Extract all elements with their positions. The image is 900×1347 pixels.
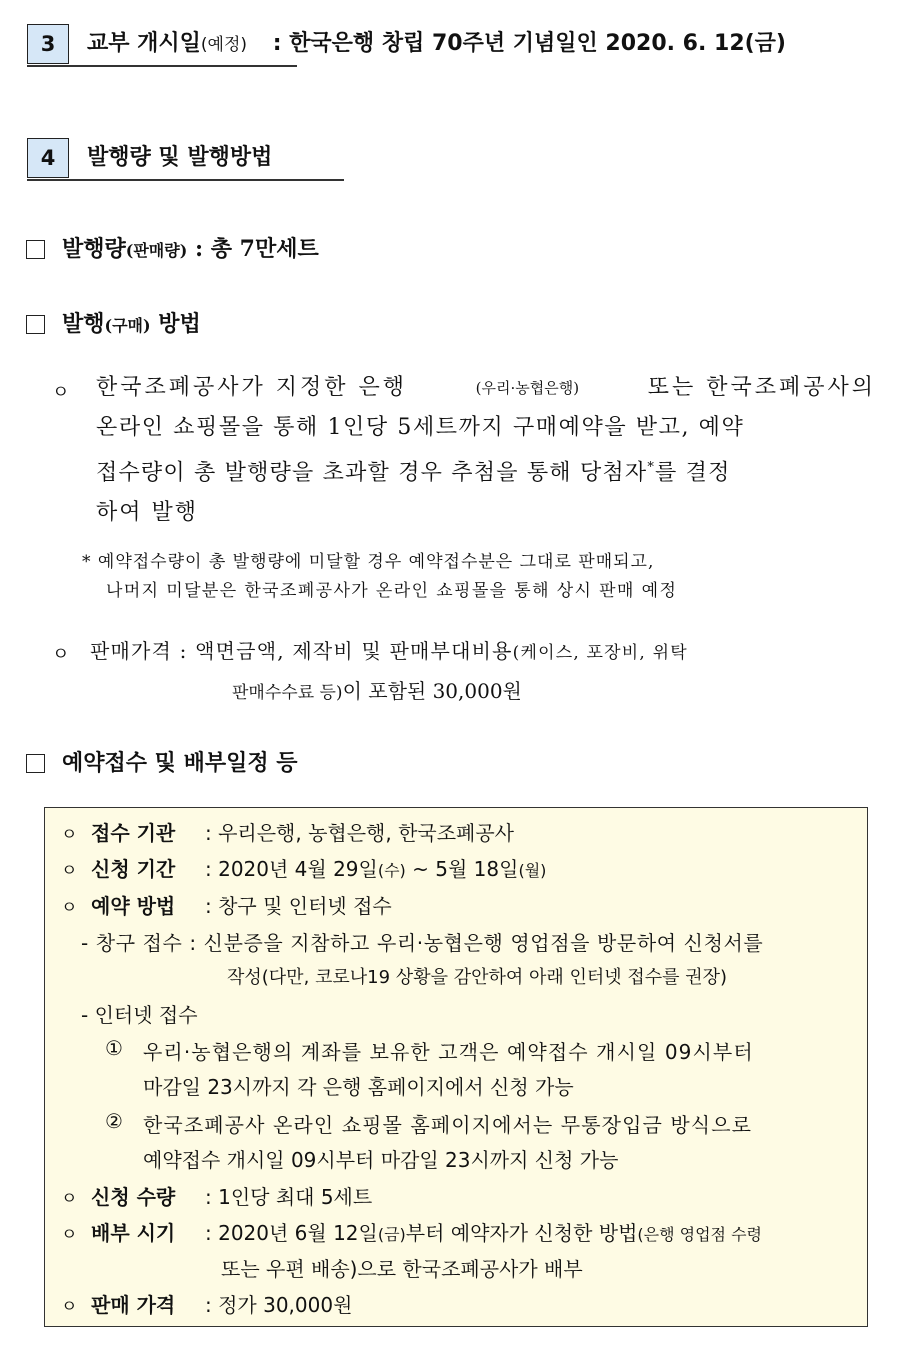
bullet1-line1-b: 또는 한국조폐공사의 [647,375,876,400]
circle-bullet-icon: ㅇ [52,644,70,665]
circle-bullet-icon: ㅇ [61,898,78,918]
issue-method-label-end: 방법 [150,311,201,337]
section-title-text: 교부 개시일 [87,31,201,56]
quantity-label [91,1181,175,1210]
checkbox-icon [26,754,45,773]
checkbox-icon [26,315,45,334]
period-start-day: (수) [377,861,406,880]
item2-number: ② [105,1109,123,1133]
section-4-header [27,138,357,178]
issue-amount-heading [62,232,319,263]
issue-amount-value: : 총 7만세트 [187,236,319,262]
item1-number: ① [105,1036,123,1060]
section-3-header [27,24,877,64]
bullet1-line1-a: 한국조폐공사가 지정한 은행 [96,375,408,400]
internet-label: - 인터넷 접수 [81,1003,198,1027]
section-underline [27,65,297,67]
circle-bullet-icon: ㅇ [52,382,70,403]
issue-method-label: 발행 [62,311,105,337]
schedule-heading: 예약접수 및 배부일정 등 [62,750,298,776]
bullet2-line2-b: 이 포함된 30,000원 [342,679,522,703]
bullet1-line4: 하여 발행 [96,500,199,526]
distribution-line1 [205,1217,762,1246]
schedule-box [44,807,868,1327]
circle-bullet-icon: ㅇ [61,1297,78,1317]
quantity-value: : 1인당 최대 5세트 [205,1185,373,1209]
circle-bullet-icon: ㅇ [61,1189,78,1209]
footnote-marker: * [647,460,656,475]
distribution-line2: 또는 우편 배송)으로 한국조폐공사가 배부 [221,1257,583,1281]
section-title-content: : 한국은행 창립 70주년 기념일인 2020. 6. 12(금) [272,31,786,56]
counter-line2: 작성(다만, 코로나19 상황을 감안하여 아래 인터넷 접수를 권장) [227,967,728,988]
footnote-line1: * 예약접수량이 총 발행량에 미달할 경우 예약접수분은 그대로 판매되고, [82,552,655,572]
method-label [91,890,175,919]
reception-label-text: 접수 기관 [91,821,176,845]
section-title: 발행량 및 발행방법 [87,145,273,170]
checkbox-icon [26,240,45,259]
bullet1-line3-b: 를 결정 [655,460,731,486]
period-label-text: 신청 기간 [91,857,176,881]
price-value: : 정가 30,000원 [205,1293,353,1317]
item2-line2: 예약접수 개시일 09시부터 마감일 23시까지 신청 가능 [143,1148,619,1172]
distribution-text: 부터 예약자가 신청한 방법 [405,1221,638,1245]
distribution-label [91,1217,175,1246]
circle-bullet-icon: ㅇ [61,1225,78,1245]
bullet1-line1 [96,368,876,408]
section-number: 4 [27,138,69,178]
method-label-text: 예약 방법 [91,894,176,918]
bullet2-line1 [90,632,880,672]
distribution-date: : 2020년 6월 12일 [205,1221,378,1245]
period-end-day: (월) [518,861,547,880]
circle-bullet-icon: ㅇ [61,861,78,881]
distribution-label-text: 배부 시기 [91,1221,176,1245]
reception-value: : 우리은행, 농협은행, 한국조폐공사 [205,821,515,845]
section-title-paren: (예정) [200,35,248,55]
bullet1-line3-a: 접수량이 총 발행량을 초과할 경우 추첨을 통해 당첨자 [96,460,648,486]
issue-method-paren: (구매) [104,316,151,335]
section-number: 3 [27,24,69,64]
period-label [91,853,175,882]
section-underline [27,179,344,181]
quantity-label-text: 신청 수량 [91,1185,176,1209]
period-value [205,853,546,882]
counter-line1: - 창구 접수 : 신분증을 지참하고 우리·농협은행 영업점을 방문하여 신청서를 [81,931,764,955]
distribution-paren: (은행 영업점 수령 [637,1225,762,1244]
footnote [82,548,677,606]
footnote-line2: 나머지 미달분은 한국조폐공사가 온라인 쇼핑몰을 통해 상시 판매 예정 [106,581,678,601]
item1-line2: 마감일 23시까지 각 은행 홈페이지에서 신청 가능 [143,1075,574,1099]
section-title [87,24,786,65]
item1-line1: 우리·농협은행의 계좌를 보유한 고객은 예약접수 개시일 09시부터 [143,1040,754,1064]
item2-line1: 한국조폐공사 온라인 쇼핑몰 홈페이지에서는 무통장입금 방식으로 [143,1113,753,1137]
price-label [91,1289,175,1318]
bullet1-line3 [96,448,876,493]
bullet2-paragraph [90,632,880,712]
bullet1-line2: 온라인 쇼핑몰을 통해 1인당 5세트까지 구매예약을 받고, 예약 [96,415,745,440]
bullet2-line2 [90,672,880,712]
bullet2-line1-sub: (케이스, 포장비, 위탁 [512,643,688,663]
price-label-text: 판매 가격 [91,1293,176,1317]
method-value: : 창구 및 인터넷 접수 [205,894,392,918]
period-end: ~ 5월 18일 [405,857,519,881]
bullet1-paragraph [96,368,876,533]
issue-amount-paren: (판매량) [125,241,188,260]
bullet2-line1-a: 판매가격 : 액면금액, 제작비 및 판매부대비용 [90,639,513,663]
period-start: : 2020년 4월 29일 [205,857,378,881]
bullet1-line1-sub: (우리·농협은행) [475,379,580,397]
issue-amount-label: 발행량 [62,236,126,262]
issue-method-heading [62,307,201,338]
reception-label [91,817,175,846]
circle-bullet-icon: ㅇ [61,825,78,845]
distribution-day: (금) [377,1225,406,1244]
bullet2-line2-sub: 판매수수료 등) [232,683,343,703]
